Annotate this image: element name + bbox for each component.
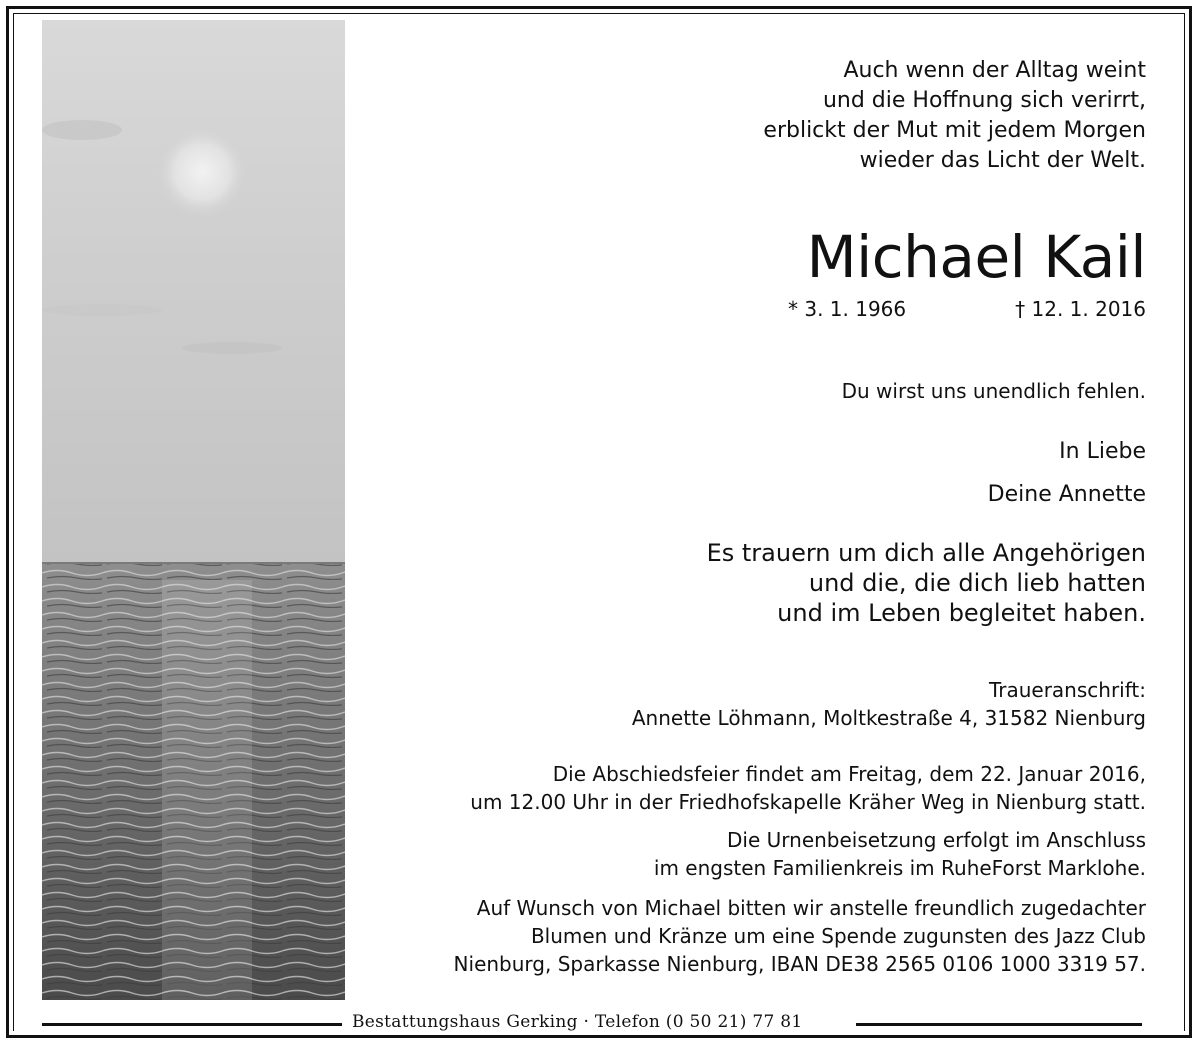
urn-burial-info — [654, 826, 1146, 882]
deceased-name: Michael Kail — [806, 223, 1146, 291]
ceremony-line: um 12.00 Uhr in der Friedhofskapelle Kräher Weg in Nienburg statt. — [470, 790, 1146, 814]
address-label: Traueranschrift: — [988, 678, 1146, 702]
poem-line: Auch wenn der Alltag weint — [843, 58, 1146, 83]
ceremony-info — [470, 760, 1146, 816]
signature-line: Deine Annette — [987, 482, 1146, 507]
footer-rule-right — [856, 1023, 1142, 1026]
farewell-line: Du wirst uns unendlich fehlen. — [841, 379, 1146, 403]
poem-line: erblickt der Mut mit jedem Morgen — [763, 118, 1146, 143]
urn-line: Die Urnenbeisetzung erfolgt im Anschluss — [727, 828, 1146, 852]
mourners-line: und die, die dich lieb hatten — [808, 569, 1146, 597]
donation-line: Blumen und Kränze um eine Spende zugunsten des Jazz Club — [530, 924, 1146, 948]
footer-rule-left — [42, 1023, 342, 1026]
poem-line: und die Hoffnung sich verirrt, — [822, 88, 1146, 113]
sea-photo — [42, 20, 345, 1000]
address-text: Annette Löhmann, Moltkestraße 4, 31582 Nienburg — [631, 706, 1146, 730]
closing-line: In Liebe — [1059, 439, 1146, 464]
mourning-address — [632, 676, 1146, 732]
mourners-line: und im Leben begleitet haben. — [777, 599, 1146, 627]
life-dates — [788, 296, 1146, 322]
ceremony-line: Die Abschiedsfeier findet am Freitag, dem 22. Januar 2016, — [552, 762, 1146, 786]
donation-line: Auf Wunsch von Michael bitten wir anstelle freundlich zugedachter — [476, 896, 1146, 920]
urn-line: im engsten Familienkreis im RuheForst Marklohe. — [653, 856, 1146, 880]
mourners — [707, 538, 1146, 628]
donation-request — [454, 894, 1146, 978]
poem — [763, 56, 1146, 176]
donation-line: Nienburg, Sparkasse Nienburg, IBAN DE38 2565 0106 1000 3319 57. — [453, 952, 1146, 976]
birth-date: * 3. 1. 1966 — [788, 297, 907, 321]
funeral-home-footer: Bestattungshaus Gerking · Telefon (0 50 21) 77 81 — [352, 1012, 803, 1032]
death-date: † 12. 1. 2016 — [1015, 297, 1146, 321]
mourners-line: Es trauern um dich alle Angehörigen — [706, 539, 1146, 567]
poem-line: wieder das Licht der Welt. — [859, 148, 1146, 173]
